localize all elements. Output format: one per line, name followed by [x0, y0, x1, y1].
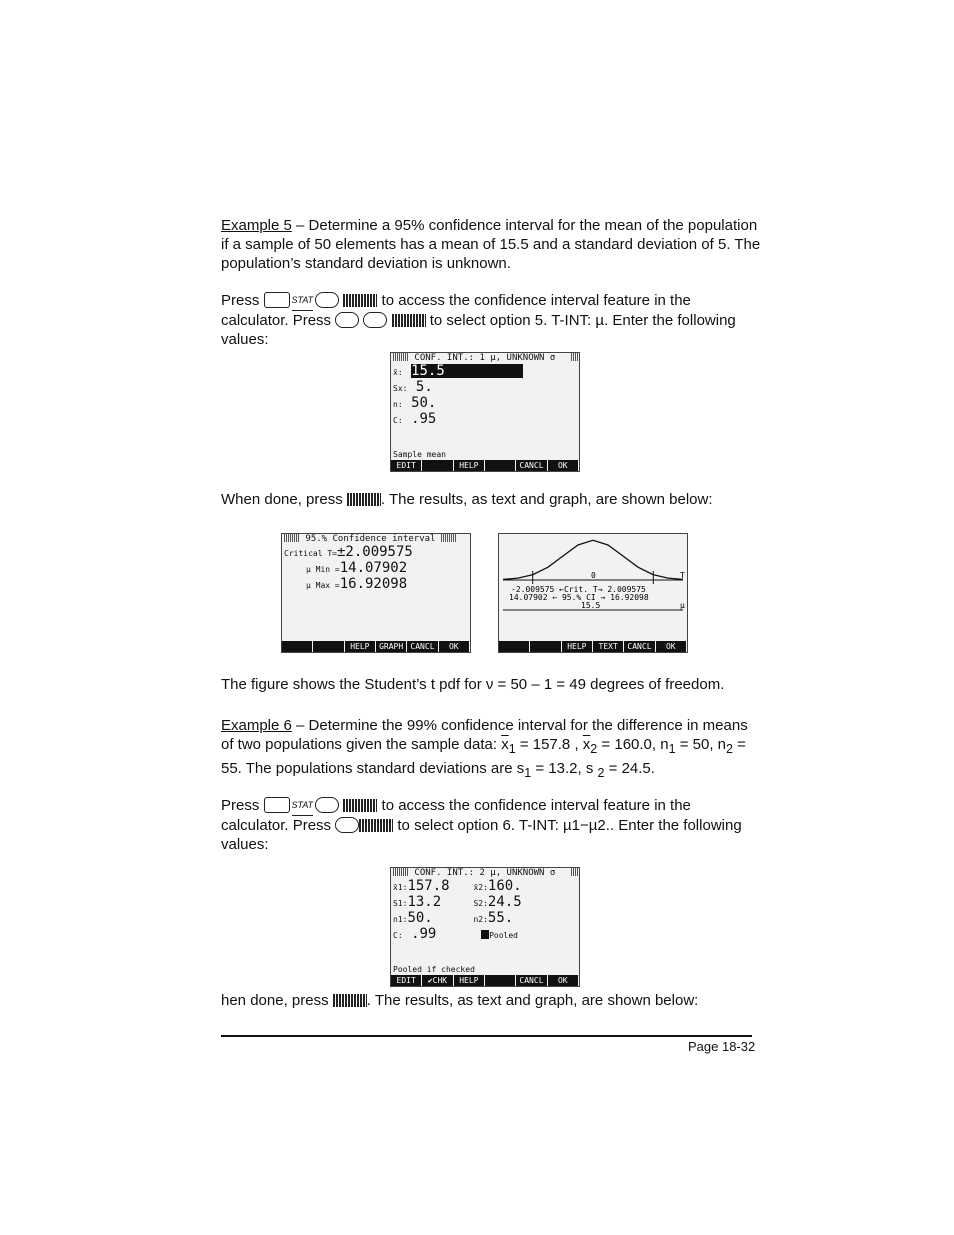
footer-divider	[221, 1035, 752, 1037]
input-row: S1:13.2 S2:24.5	[393, 894, 522, 910]
input-row: C: .95	[393, 411, 437, 427]
access-text: to access the confidence interval feature in the calculator. Press	[221, 292, 691, 329]
ok-softkey-icon	[333, 994, 367, 1007]
critical-values-text: -2.009575 ←Crit. T→ 2.009575	[511, 585, 646, 594]
softkey-menu: HELP GRAPH CANCL OK	[282, 641, 470, 652]
page-number: Page 18-32	[688, 1039, 756, 1054]
stat-label: STAT	[292, 291, 314, 311]
select-text: to select option 5. T-INT: µ. Enter the following values:	[221, 312, 736, 348]
softkey-menu: EDIT ✔CHK HELP CANCL OK	[391, 975, 579, 986]
mu-max-row: µ Max =16.92098	[306, 576, 408, 592]
input-row: x̄1:157.8 x̄2:160.	[393, 878, 522, 894]
up-arrow-key-icon	[335, 312, 359, 328]
up-arrow-key-icon	[335, 817, 359, 833]
calculator-screen-input-1	[390, 352, 580, 472]
ok-softkey-icon	[359, 819, 393, 832]
screen-header: CONF. INT.: 1 µ, UNKNOWN σ	[391, 353, 579, 364]
when-done-line-2: hen done, press . The results, as text and graph, are shown below:	[221, 992, 699, 1009]
input-row: x̄: 15.5	[391, 364, 579, 380]
t-axis-label: T	[680, 571, 685, 580]
mean-value-text: 15.5	[581, 601, 601, 610]
example6-title: Example 6	[221, 717, 292, 734]
example5-intro: – Determine a 95% confidence interval for the mean of the population if a sample of 50 elements has a mean of 15.5 and a standard deviation of 5. The population’s standard deviation is unknown.	[221, 217, 761, 272]
calculator-screen-results-graph	[498, 533, 688, 653]
up-arrow-key-icon	[363, 312, 387, 328]
pooled-checkbox-icon	[481, 930, 489, 939]
status-line: Pooled if checked	[393, 965, 475, 974]
up-arrow-key-icon	[315, 797, 339, 813]
up-arrow-key-icon	[315, 292, 339, 308]
calculator-screen-results-text	[281, 533, 471, 653]
input-row: n: 50.	[393, 395, 437, 411]
softkey-menu: HELP TEXT CANCL OK	[499, 641, 687, 652]
ok-softkey-icon	[343, 799, 377, 812]
ok-softkey-icon	[347, 493, 381, 506]
ok-softkey-icon	[343, 294, 377, 307]
screen-header: 95.% Confidence interval	[282, 534, 470, 545]
example6-paragraph: Example 6 – Determine the 99% confidence interval for the difference in means of two populations given the sample data: $\overline{x}_1 = 157.8$ , $\overline{x}_2 = 160.0$, $n_1 = 50$, $n_2 = 55$. The populations standard deviations are $s_1 = 13.2$, s $_2$ = 24.5.	[221, 717, 748, 780]
press-text: Press	[221, 292, 260, 309]
mu-min-row: µ Min =14.07902	[306, 560, 408, 576]
figure-note: The figure shows the Student’s t pdf for ν = 50 – 1 = 49 degrees of freedom.	[221, 676, 725, 693]
t-distribution-chart	[499, 534, 687, 640]
status-line: Sample mean	[393, 450, 446, 459]
when-done-line-1: When done, press . The results, as text and graph, are shown below:	[221, 491, 713, 508]
zero-tick-label: 0	[591, 571, 596, 580]
screen-header: CONF. INT.: 2 µ, UNKNOWN σ	[391, 868, 579, 879]
example6-instructions: Press STAT to access the confidence interval feature in the calculator. Press to select option 6. T-INT: µ1−µ2.. Enter the following values:	[221, 797, 742, 853]
mu-axis-label: µ	[680, 601, 685, 610]
example5-paragraph	[221, 216, 761, 273]
input-row: C: .99 Pooled	[393, 926, 518, 942]
input-row: Sx: 5.	[393, 379, 433, 395]
critical-t-row: Critical T=±2.009575	[284, 544, 413, 560]
example5-title: Example 5	[221, 217, 292, 234]
input-row: n1:50. n2:55.	[393, 910, 514, 926]
ci-values-text: 14.07902 ← 95.% CI → 16.92098	[509, 593, 649, 602]
right-shift-key-icon	[264, 797, 290, 813]
right-shift-key-icon	[264, 292, 290, 308]
calculator-screen-input-2	[390, 867, 580, 987]
softkey-menu: EDIT HELP CANCL OK	[391, 460, 579, 471]
ok-softkey-icon	[392, 314, 426, 327]
input-value-selected: 15.5	[411, 364, 523, 378]
example5-instructions	[221, 291, 761, 349]
